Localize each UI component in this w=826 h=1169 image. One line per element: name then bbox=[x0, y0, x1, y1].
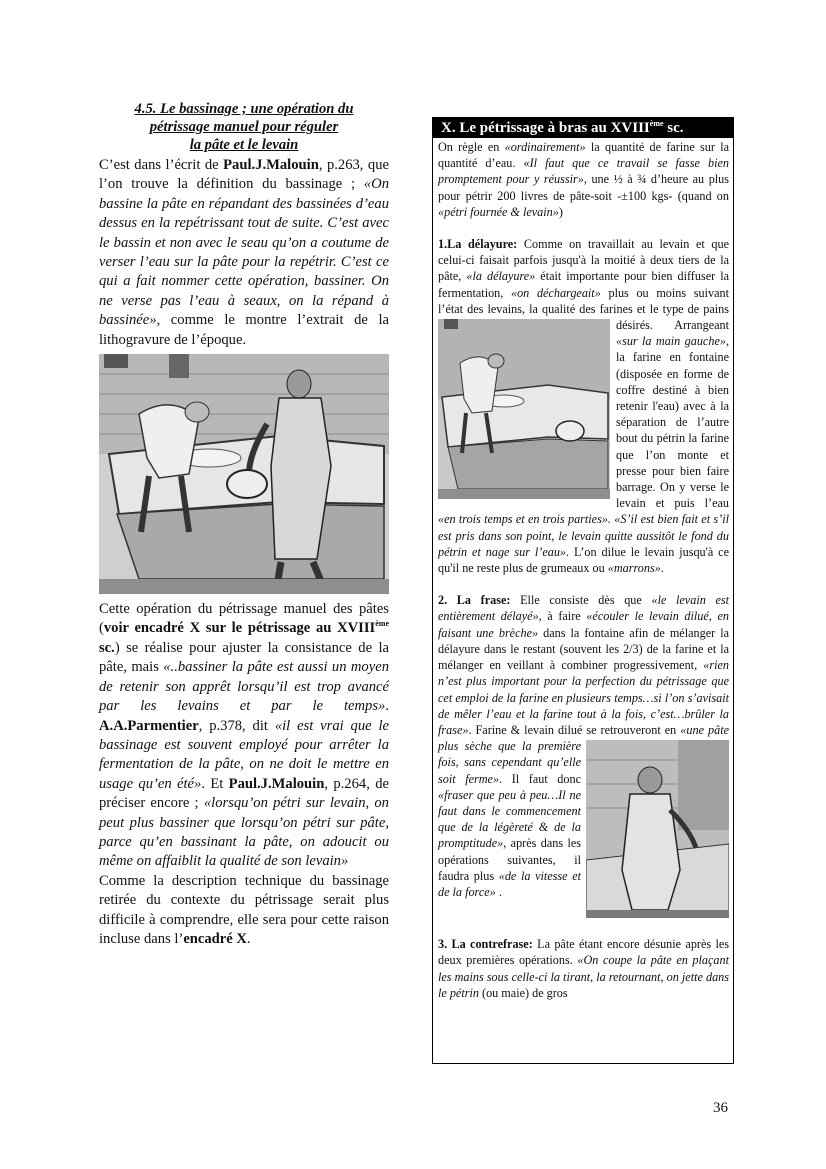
paragraph-conclusion: Comme la description technique du bassinage retirée du contexte du pétrissage serait plus difficile à comprendre, elle sera pour cette raison incluse dans l’encadré X. bbox=[99, 872, 389, 947]
quote: «il est vrai que le bassinage est souvent employé pour arrêter la fermentation de la pâte, on ne doit le mettre en usage qu’en été» bbox=[99, 717, 390, 792]
frase-engraving bbox=[586, 740, 729, 918]
box-title: X. Le pétrissage à bras au XVIIIème sc. bbox=[433, 118, 733, 138]
section-frase: 2. La frase: Elle consiste dès que «le levain est entièrement délayé», à faire «écouler le levain dilué, en faisant une brèche» dans la fontaine afin de mélanger la délayure dans le restant (souvent les 2/3) de la farine et la mélanger en veillant à combiner progressivement, «rien n’est plus important pour la perfection du pétrissage que cet emploi de la farine en plusieurs temps…si l’on s’avisait de mêler l’eau et la farine tout à la fois, c’est…brûler la frase». Farine & levain dilué se retrouveront en «une pâte plus sèche que la première fois, sans cependant qu’elle soit ferme». Il faut donc «fraser que peu à peu…Il ne faut dans le commencement que de la légèreté & de la promptitude», après dans les opérations suivantes, il faudra plus «de la vitesse et de la force» . bbox=[438, 592, 729, 900]
paragraph-definition: C’est dans l’écrit de Paul.J.Malouin, p.263, que l’on trouve la définition du bassinage ; «On bassine la pâte en répandant des bassinées d’eau dessus en la repétrissant tout de suite. C’est avec le bassin et non avec le seau qu’on a coutume de verser l’eau sur la pâte pour la repétrir. C’est ce qui a fait nommer cette opération, bassiner. On ne verse pas l’eau à seaux, on la répand à bassinée», comme le montre l’extrait de la lithogravure de l’époque. bbox=[99, 157, 389, 348]
quote: «lorsqu’on pétri sur levain, on peut plus bassiner que lorsqu’on pétri sur pâte, parce qu’en bassinant la pâte, on adoucit ou même on affaiblit la qualité de son levain» bbox=[99, 795, 389, 870]
quote: «..bassiner la pâte est aussi un moyen de retenir son apprêt lorsqu’il est trop avancé par les levains et par le temps» bbox=[99, 659, 389, 715]
section-title: 2. La frase: bbox=[438, 593, 511, 608]
section-title: 1.La délayure: bbox=[438, 237, 518, 252]
delayure-engraving bbox=[438, 319, 610, 499]
author-name: Paul.J.Malouin bbox=[228, 775, 325, 792]
box-body bbox=[433, 138, 733, 1001]
encadre-x-box bbox=[432, 117, 734, 1064]
paragraph-bassinage-usage: Cette opération du pétrissage manuel des pâtes (voir encadré X sur le pétrissage au XVIIIème sc.) se réalise pour ajuster la consistance de la pâte, mais «..bassiner la pâte est aussi un moyen de retenir son apprêt lorsqu’il est trop avancé par les levains et par le temps». A.A.Parmentier, p.378, dit «il est vrai que le bassinage est souvent employé pour arrêter la fermentation de la pâte, on ne doit le mettre en usage qu’en été». Et Paul.J.Malouin, p.264, de préciser encore ; «lorsqu’on pétri sur levain, on peut plus bassiner que lorsqu’on pétri sur pâte, parce qu’en bassinant la pâte, on adoucit ou même on affaiblit la qualité de son levain» bbox=[99, 601, 390, 870]
box-intro: On règle en «ordinairement» la quantité de farine sur la quantité d’eau. «Il faut que ce travail se fasse bien promptement pour y réussir», une ½ à ¾ d’heure au plus pour pétrir 200 livres de pâte-soit -±100 kgs- (quand on «pétri fournée & levain») bbox=[438, 140, 730, 219]
bassinage-engraving bbox=[99, 354, 389, 594]
author-name: A.A.Parmentier bbox=[99, 717, 199, 734]
left-column bbox=[99, 100, 389, 949]
heading-line: la pâte et le levain bbox=[189, 137, 299, 153]
section-title: 3. La contrefrase: bbox=[438, 937, 533, 952]
section-contrefrase: 3. La contrefrase: La pâte étant encore désunie après les deux premières opérations. «On coupe la pâte en plaçant les mains sous celle-ci la tirant, la retournant, on jette dans le pétrin (ou maie) de gros bbox=[438, 937, 730, 1000]
page-number: 36 bbox=[713, 1100, 728, 1116]
quote: «On bassine la pâte en répandant des bassinées d’eau dessus en la repétrissant tout de suite. C’est avec le bassin et non avec le seau qu’on a coutume de verser l’eau sur la pâte pour la repétrir. C’est ce qui a fait nommer cette opération, bassiner. On ne verse pas l’eau à seaux, on la répand à bassinée» bbox=[99, 176, 389, 329]
section-delayure: 1.La délayure: Comme on travaillait au levain et que celui-ci faisait parfois jusqu'à la moitié à deux tiers de la pâte, «la délayure» était importante pour bien diffuser la fermentation, «on déchargeait» plus ou moins suivant l’état des levains, la qualité des farines et le type de pains désirés. Arrangeant «sur la main gauche», la farine en fontaine (disposée en forme de coffre destiné à bien retenir l'eau) avec à la séparation de l’autre bout du pétrin la farine que l’on monte et presse pour bien faire barrage. On y verse le levain et puis l’eau «en trois temps et en trois parties». «S’il est bien fait et s’il est pris dans son point, le levain quitte aussitôt le fond du pétrin et nage sur l’eau». L’on dilue le levain jusqu'à ce qu'il ne reste plus de grumeaux ou «marrons». bbox=[438, 237, 730, 576]
author-name: Paul.J.Malouin bbox=[223, 157, 319, 173]
section-heading bbox=[99, 100, 389, 154]
heading-line: 4.5. Le bassinage ; une opération du bbox=[134, 101, 354, 117]
heading-line: pétrissage manuel pour réguler bbox=[149, 119, 339, 135]
